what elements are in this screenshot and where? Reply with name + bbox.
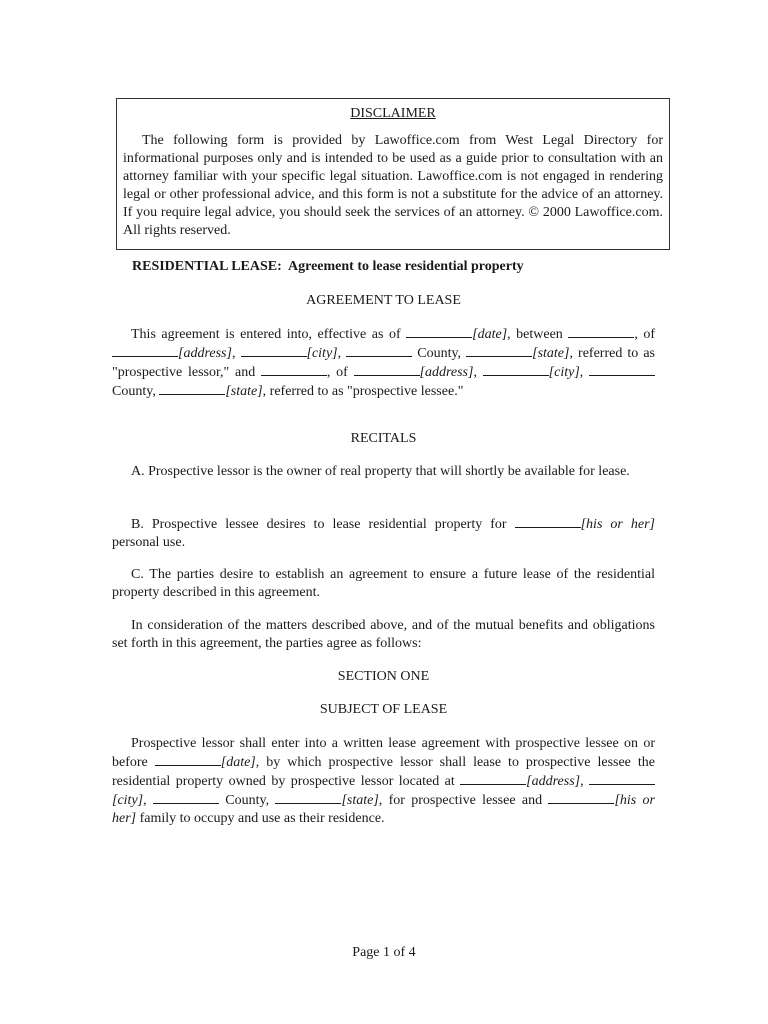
section-one-title: SECTION ONE	[337, 669, 430, 684]
agreement-title: AGREEMENT TO LEASE	[306, 293, 461, 308]
blank-line	[460, 772, 526, 785]
lease-heading-label: RESIDENTIAL LEASE:	[132, 259, 282, 274]
blank-line	[241, 344, 307, 357]
blank-line	[153, 791, 219, 804]
blank-line	[548, 791, 614, 804]
agreement-paragraph: This agreement is entered into, effective as of [date], between , of [address], [city], County, [state], referred to as "prospective lessor," and , of [address], [city], County, [state], referred to as "prospective lessee."	[112, 327, 655, 399]
blank-line	[275, 791, 341, 804]
blank-line	[466, 344, 532, 357]
disclaimer-title: DISCLAIMER	[350, 106, 436, 121]
disclaimer-text: The following form is provided by Lawoffice.com from West Legal Directory for informational purposes only and is intended to be used as a guide prior to consultation with an attorney familiar with your specific legal situation. Lawoffice.com is not engaged in rendering legal or other professional advice, and this form is not a substitute for the advice of an attorney. If you require legal advice, you should seek the services of an attorney. © 2000 Lawoffice.com. All rights reserved.	[123, 133, 663, 238]
lease-heading	[132, 258, 524, 276]
blank-line	[112, 344, 178, 357]
lease-heading-subtitle: Agreement to lease residential property	[288, 259, 524, 274]
disclaimer-box	[116, 98, 670, 250]
recital-b: B. Prospective lessee desires to lease residential property for [his or her] personal use.	[112, 517, 655, 550]
blank-line	[589, 363, 655, 376]
consideration-paragraph: In consideration of the matters described above, and of the mutual benefits and obligations set forth in this agreement, the parties agree as follows:	[112, 618, 655, 651]
blank-line	[159, 382, 225, 395]
blank-line	[568, 325, 634, 338]
blank-line	[261, 363, 327, 376]
section-one-subtitle: SUBJECT OF LEASE	[319, 702, 448, 717]
blank-line	[515, 515, 581, 528]
recital-c: C. The parties desire to establish an agreement to ensure a future lease of the residential property described in this agreement.	[112, 567, 655, 600]
blank-line	[406, 325, 472, 338]
blank-line	[346, 344, 412, 357]
blank-line	[589, 772, 655, 785]
recital-a: A. Prospective lessor is the owner of real property that will shortly be available for lease.	[131, 464, 630, 479]
page-number: Page 1 of 4	[352, 945, 416, 960]
blank-line	[483, 363, 549, 376]
blank-line	[155, 753, 221, 766]
section-one-paragraph: Prospective lessor shall enter into a written lease agreement with prospective lessee on or before [date], by which prospective lessor shall lease to prospective lessee the residential property owned by prospective lessor located at [address], [city], County, [state], for prospective lessee and [his or her] family to occupy and use as their residence.	[112, 736, 656, 826]
recitals-title: RECITALS	[350, 431, 417, 446]
blank-line	[354, 363, 420, 376]
